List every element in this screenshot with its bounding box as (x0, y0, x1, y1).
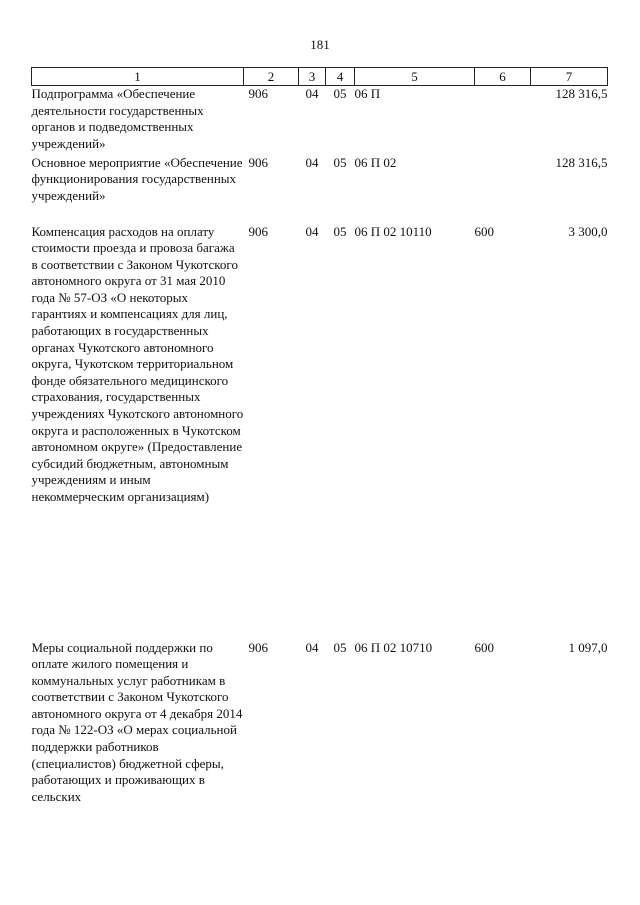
row-name: Компенсация расходов на оплату стоимости проезда и провоза багажа в соответствии с Законом Чукотского автономного округа от 31 мая 2010 года № 57-ОЗ «О некоторых гарантиях и компенсациях для лиц, работающих в государственных органах Чукотского автономного округа, Чукотском территориальном фонде обязательного медицинского страхования, государственных учреждениях Чукотского автономного округа и расположенных в Чукотском автономном округе» (Предоставление субсидий бюджетным, автономным учреждениям и иным некоммерческим организациям) (31, 223, 244, 504)
header-col-1: 1 (32, 68, 244, 86)
row-expense-type: 600 (474, 223, 494, 239)
row-subsection: 05 (333, 154, 347, 170)
row-subsection: 05 (333, 86, 347, 101)
header-col-3: 3 (299, 68, 326, 86)
header-col-2: 2 (244, 68, 299, 86)
row-target-code: 06 П (354, 86, 381, 101)
budget-table (31, 67, 608, 805)
row-expense-type: 600 (474, 639, 494, 655)
row-section: 04 (305, 639, 319, 655)
row-target-code: 06 П 02 10710 (354, 639, 433, 655)
row-ved-code: 906 (248, 86, 268, 101)
row-target-code: 06 П 02 (354, 154, 397, 170)
table-row (32, 86, 608, 155)
table-row (32, 155, 608, 224)
row-name: Меры социальной поддержки по оплате жилого помещения и коммунальных услуг работникам в соответствии с Законом Чукотского автономного округа от 4 декабря 2014 года № 122-ОЗ «О мерах социальной поддержки работников (специалистов) бюджетной сферы, работающих и проживающих в сельских (31, 639, 243, 804)
row-section: 04 (305, 223, 319, 239)
row-ved-code: 906 (248, 639, 268, 655)
header-col-6: 6 (475, 68, 531, 86)
page-number: 181 (310, 37, 330, 52)
row-target-code: 06 П 02 10110 (354, 223, 432, 239)
row-name: Основное мероприятие «Обеспечение функционирования государственных учреждений» (31, 154, 243, 203)
row-ved-code: 906 (248, 154, 268, 170)
row-section: 04 (305, 154, 319, 170)
row-name: Подпрограмма «Обеспечение деятельности государственных органов и подведомственных учреждений» (31, 86, 204, 151)
row-subsection: 05 (333, 223, 347, 239)
table-row (32, 640, 608, 806)
row-ved-code: 906 (248, 223, 268, 239)
row-expense-type (475, 86, 531, 155)
row-expense-type (475, 155, 531, 224)
header-col-7: 7 (531, 68, 608, 86)
row-section: 04 (305, 86, 319, 101)
row-amount: 128 316,5 (555, 86, 608, 101)
header-col-4: 4 (326, 68, 355, 86)
row-amount: 1 097,0 (568, 639, 608, 655)
row-subsection: 05 (333, 639, 347, 655)
row-amount: 128 316,5 (555, 154, 608, 170)
table-row (32, 224, 608, 640)
row-amount: 3 300,0 (568, 223, 608, 239)
header-col-5: 5 (355, 68, 475, 86)
table-header-row (32, 68, 608, 86)
